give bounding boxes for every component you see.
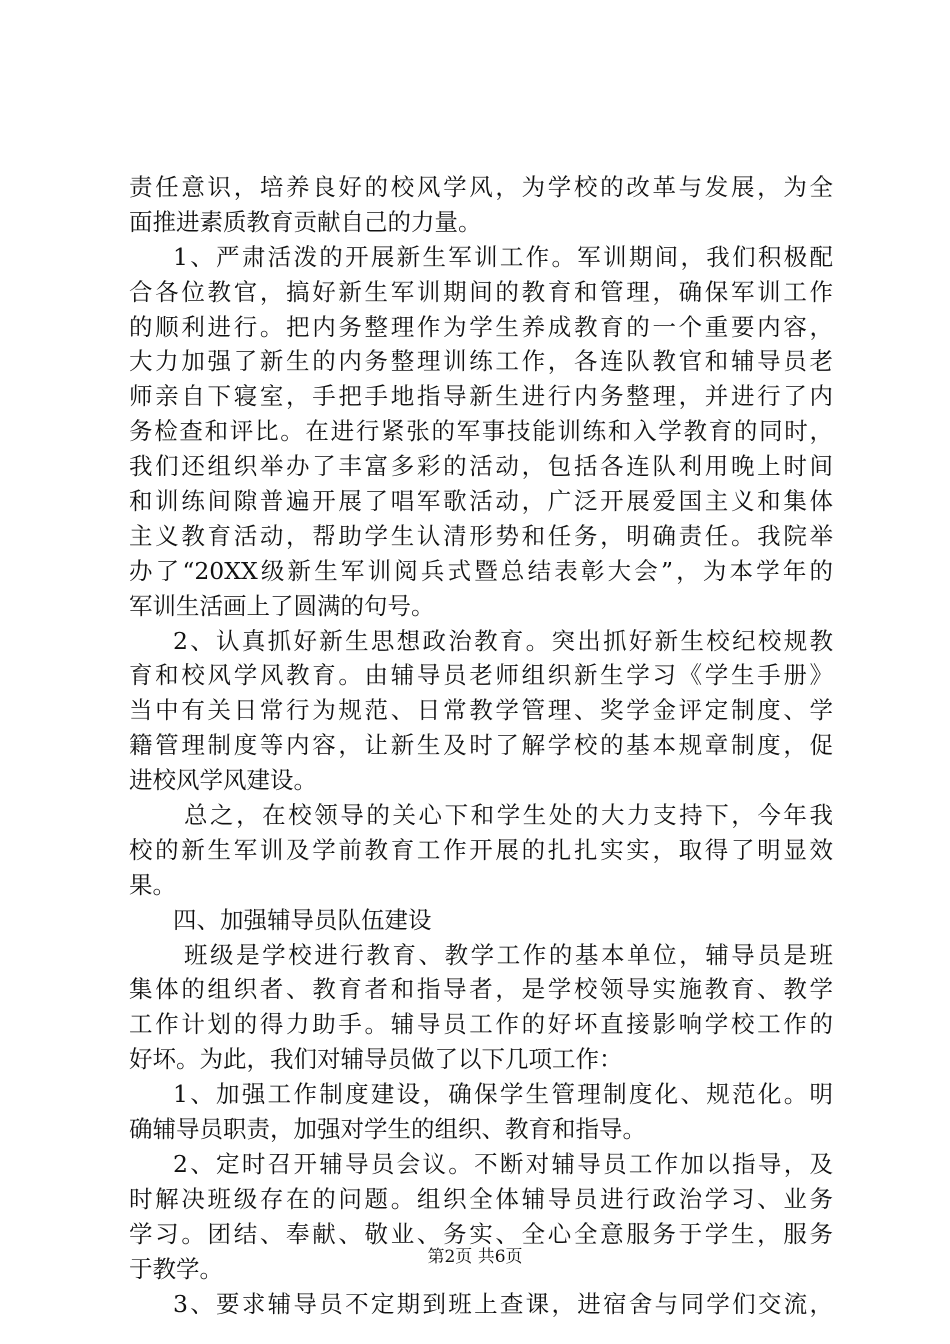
text-line: 军训生活画上了圆满的句号。 [129, 591, 435, 620]
text-line: 责任意识，培养良好的校风学风，为学校的改革与发展，为全 [129, 173, 833, 201]
text-line: 工作计划的得力助手。辅导员工作的好坏直接影响学校工作的 [129, 1010, 833, 1039]
text-line: 果。 [129, 870, 176, 899]
text-line: 3、要求辅导员不定期到班上查课，进宿舍与同学们交流， [173, 1289, 833, 1318]
text-line: 学习。团结、奉献、敬业、务实、全心全意服务于学生，服务 [129, 1219, 833, 1248]
text-line: 务检查和评比。在进行紧张的军事技能训练和入学教育的同时， [129, 417, 833, 446]
text-line: 时解决班级存在的问题。组织全体辅导员进行政治学习、业务 [129, 1184, 833, 1213]
text-line: 我们还组织举办了丰富多彩的活动，包括各连队利用晚上时间 [129, 452, 833, 481]
text-line: 确辅导员职责，加强对学生的组织、教育和指导。 [129, 1115, 646, 1144]
text-line: 的顺利进行。把内务整理作为学生养成教育的一个重要内容， [129, 312, 833, 341]
text-line: 主义教育活动，帮助学生认清形势和任务，明确责任。我院举 [129, 521, 833, 550]
text-line: 校的新生军训及学前教育工作开展的扎扎实实，取得了明显效 [129, 835, 833, 864]
text-line: 和训练间隙普遍开展了唱军歌活动，广泛开展爱国主义和集体 [129, 487, 833, 516]
text-line: 班级是学校进行教育、教学工作的基本单位，辅导员是班 [184, 940, 833, 969]
text-line: 总之，在校领导的关心下和学生处的大力支持下，今年我 [184, 801, 833, 830]
page-number: 第2页 共6页 [427, 1247, 523, 1267]
text-line: 籍管理制度等内容，让新生及时了解学校的基本规章制度，促 [129, 731, 833, 760]
text-line: 2、认真抓好新生思想政治教育。突出抓好新生校纪校规教 [173, 626, 833, 655]
text-line: 大力加强了新生的内务整理训练工作，各连队教官和辅导员老 [129, 347, 833, 376]
text-line: 面推进素质教育贡献自己的力量。 [129, 207, 482, 236]
document-body [129, 170, 833, 1321]
text-line: 1、加强工作制度建设，确保学生管理制度化、规范化。明 [173, 1080, 833, 1109]
text-line: 集体的组织者、教育者和指导者，是学校领导实施教育、教学 [129, 975, 833, 1004]
text-line: 2、定时召开辅导员会议。不断对辅导员工作加以指导，及 [173, 1149, 833, 1178]
text-line: 当中有关日常行为规范、日常教学管理、奖学金评定制度、学 [129, 696, 833, 725]
text-line: 育和校风学风教育。由辅导员老师组织新生学习《学生手册》 [129, 661, 833, 690]
text-line: 办了“20XX级新生军训阅兵式暨总结表彰大会”，为本学年的 [129, 556, 833, 585]
page-footer [0, 1242, 950, 1267]
text-line: 合各位教官，搞好新生军训期间的教育和管理，确保军训工作 [129, 277, 833, 306]
text-line: 1、严肃活泼的开展新生军训工作。军训期间，我们积极配 [173, 242, 833, 271]
text-line: 师亲自下寝室，手把手地指导新生进行内务整理，并进行了内 [129, 382, 833, 411]
text-line: 好坏。为此，我们对辅导员做了以下几项工作： [129, 1045, 623, 1074]
text-line: 于教学。 [129, 1254, 223, 1283]
text-line: 四、加强辅导员队伍建设 [173, 905, 432, 934]
text-line: 进校风学风建设。 [129, 766, 317, 795]
